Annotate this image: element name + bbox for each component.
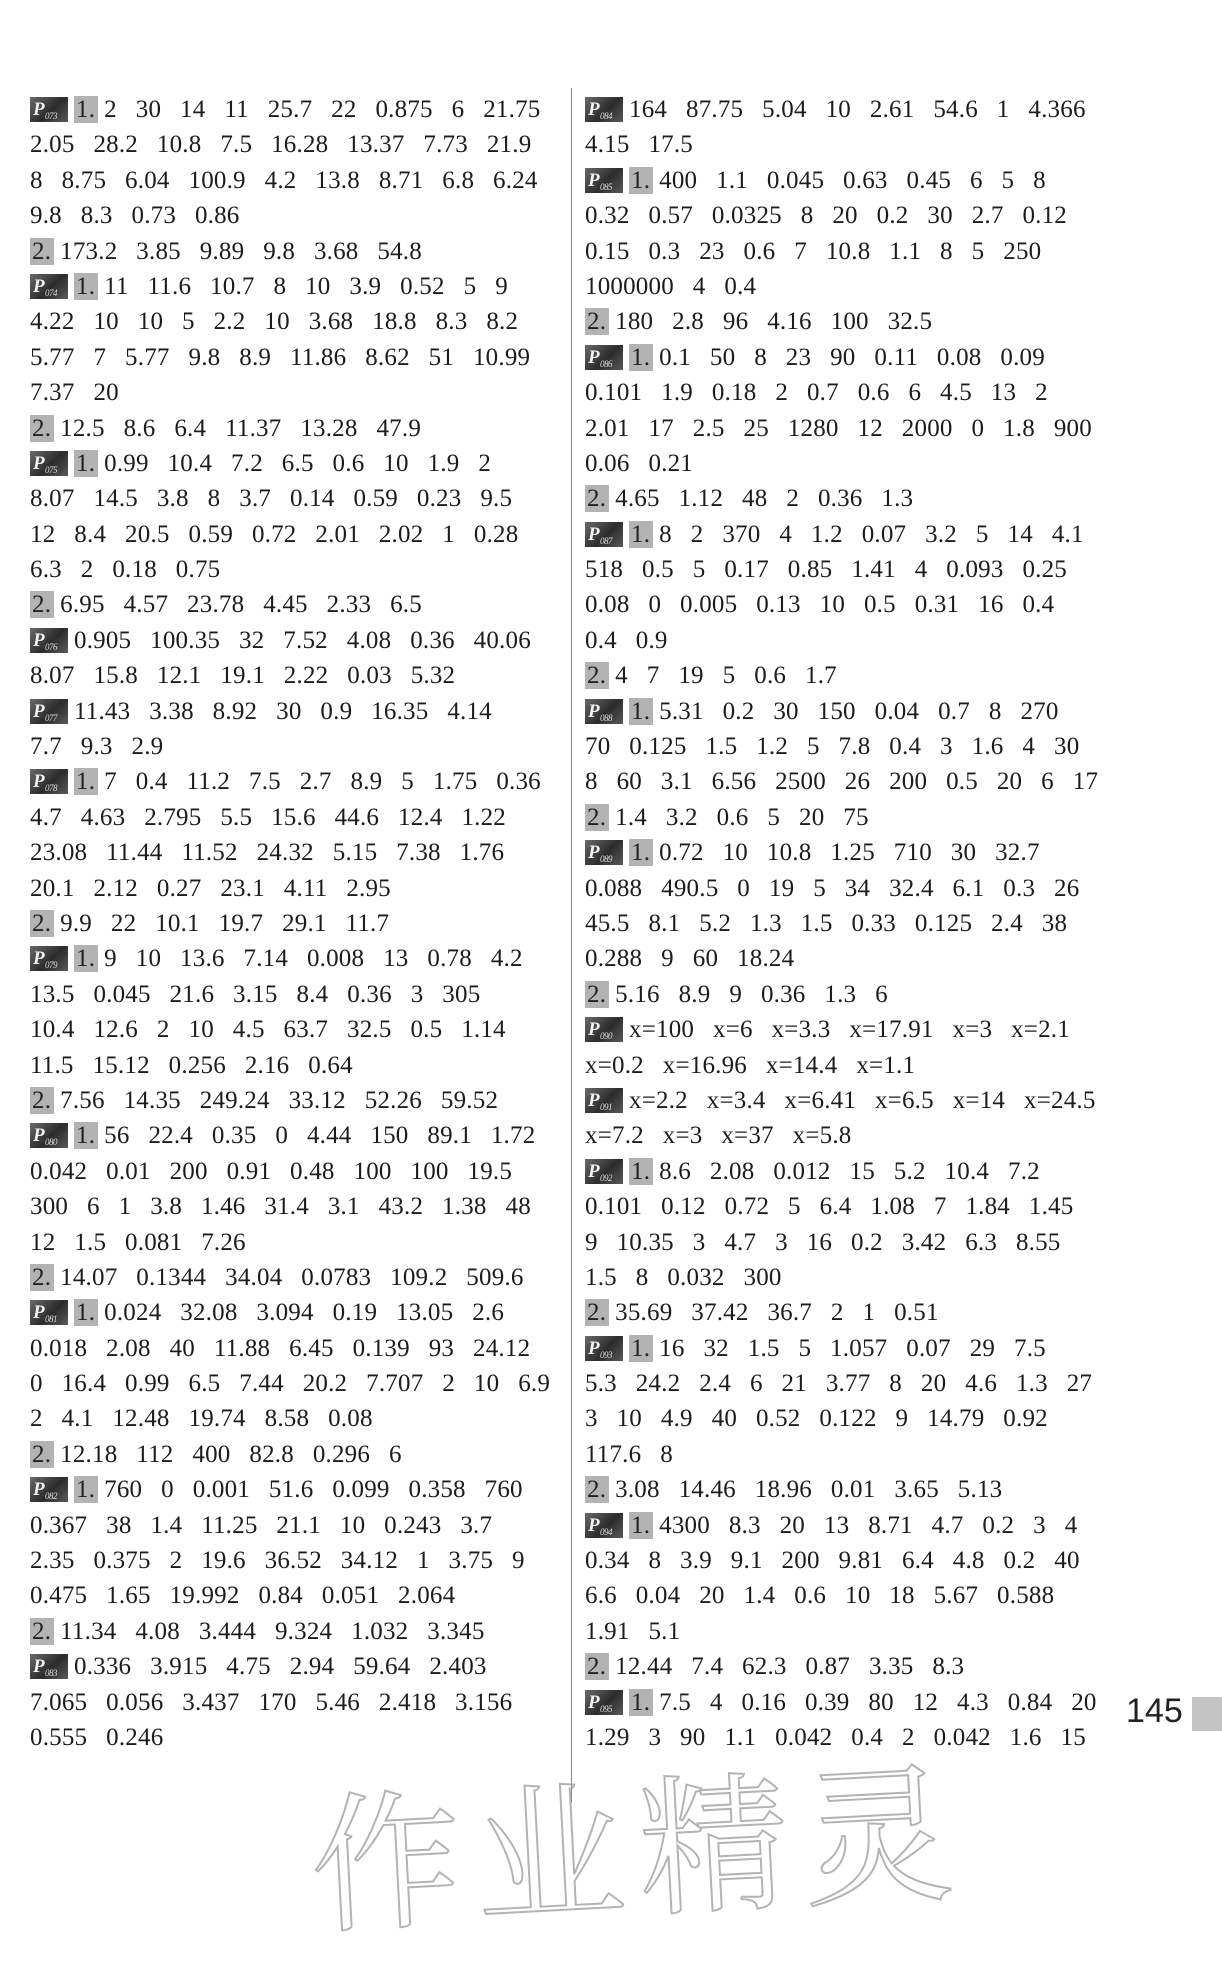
answer-values: 12 1.5 0.081 7.26 (30, 1228, 246, 1256)
page-ref-number: 088 (600, 712, 612, 723)
answer-values: 300 6 1 3.8 1.46 31.4 3.1 43.2 1.38 48 (30, 1193, 531, 1221)
question-number: 2. (585, 308, 609, 335)
answer-values: 9 10 13.6 7.14 0.008 13 0.78 4.2 (104, 945, 523, 973)
question-number: 1. (74, 1476, 98, 1503)
answer-line (30, 1295, 562, 1330)
answer-line (585, 1578, 1113, 1613)
answer-line (30, 1366, 562, 1401)
answer-line (30, 1543, 562, 1578)
page-ref-badge: P 073 (30, 97, 68, 122)
answer-values: 1.29 3 90 1.1 0.042 0.4 2 0.042 1.6 15 (585, 1723, 1086, 1751)
answer-values: 164 87.75 5.04 10 2.61 54.6 1 4.366 (629, 96, 1086, 123)
question-number: 1. (74, 96, 98, 123)
answer-line (585, 552, 1113, 587)
answer-line (585, 1048, 1113, 1083)
answer-values: 6.3 2 0.18 0.75 (30, 556, 221, 584)
answer-values: 0.08 0 0.005 0.13 10 0.5 0.31 16 0.4 (585, 591, 1055, 619)
answer-line (585, 1508, 1113, 1543)
page-ref-number: 085 (600, 181, 612, 192)
column-divider (571, 88, 572, 1803)
answer-values: 11.5 15.12 0.256 2.16 0.64 (30, 1051, 353, 1079)
answer-line (30, 446, 562, 481)
answer-values: 8 8.75 6.04 100.9 4.2 13.8 8.71 6.8 6.24 (30, 166, 538, 194)
page-ref-badge: P 091 (585, 1088, 623, 1113)
page-ref-number: 083 (45, 1668, 57, 1679)
answer-line (585, 1685, 1113, 1720)
page-ref-number: 095 (600, 1703, 612, 1714)
page-ref-number: 086 (600, 358, 612, 369)
answer-line (30, 304, 562, 339)
question-number: 2. (585, 485, 609, 512)
answer-line (30, 764, 562, 799)
answer-values: 518 0.5 5 0.17 0.85 1.41 4 0.093 0.25 (585, 556, 1067, 584)
page-ref-badge: P 087 (585, 522, 623, 547)
page-ref-badge: P 092 (585, 1159, 623, 1184)
page-ref-number: 090 (600, 1031, 612, 1042)
answer-values: 5.16 8.9 9 0.36 1.3 6 (615, 980, 888, 1008)
answer-values: 1.5 8 0.032 300 (585, 1263, 782, 1291)
answer-line (30, 198, 562, 233)
answer-values: 8.07 15.8 12.1 19.1 2.22 0.03 5.32 (30, 662, 456, 690)
page-ref-badge: P 089 (585, 840, 623, 865)
answer-line (30, 587, 562, 622)
answer-values: 3 10 4.9 40 0.52 0.122 9 14.79 0.92 (585, 1405, 1048, 1433)
page-ref-badge: P 079 (30, 946, 68, 971)
answer-values: x=100 x=6 x=3.3 x=17.91 x=3 x=2.1 (629, 1016, 1070, 1044)
answer-line (585, 1225, 1113, 1260)
answer-values: 11.34 4.08 3.444 9.324 1.032 3.345 (60, 1617, 485, 1645)
answer-values: 0.042 0.01 200 0.91 0.48 100 100 19.5 (30, 1157, 513, 1185)
answer-values: 0.555 0.246 (30, 1723, 164, 1751)
answer-line (585, 587, 1113, 622)
answer-line (30, 1401, 562, 1436)
answer-values: 10.4 12.6 2 10 4.5 63.7 32.5 0.5 1.14 (30, 1016, 506, 1044)
answer-column-right (585, 92, 1113, 1755)
answer-values: 14.07 0.1344 34.04 0.0783 109.2 509.6 (60, 1263, 524, 1291)
answer-values: x=2.2 x=3.4 x=6.41 x=6.5 x=14 x=24.5 (629, 1086, 1096, 1114)
answer-values: x=0.2 x=16.96 x=14.4 x=1.1 (585, 1051, 916, 1079)
answer-values: 7.37 20 (30, 379, 119, 407)
answer-line (585, 163, 1113, 198)
answer-line (30, 977, 562, 1012)
answer-values: 8 60 3.1 6.56 2500 26 200 0.5 20 6 17 (585, 768, 1099, 796)
answer-values: 4.65 1.12 48 2 0.36 1.3 (615, 485, 914, 513)
answer-line (30, 1189, 562, 1224)
answer-values: 11.43 3.38 8.92 30 0.9 16.35 4.14 (74, 697, 492, 725)
answer-values: 7 0.4 11.2 7.5 2.7 8.9 5 1.75 0.36 (104, 768, 541, 796)
answer-values: 4.15 17.5 (585, 131, 693, 159)
answer-line (585, 1649, 1113, 1684)
answer-line (585, 835, 1113, 870)
page-ref-number: 073 (45, 111, 57, 121)
answer-values: 0.024 32.08 3.094 0.19 13.05 2.6 (104, 1299, 505, 1327)
answer-line (30, 1685, 562, 1720)
answer-line (30, 1331, 562, 1366)
answer-values: 9.8 8.3 0.73 0.86 (30, 202, 240, 230)
page-ref-badge: P 078 (30, 769, 68, 794)
question-number: 2. (30, 1618, 54, 1645)
answer-line (585, 198, 1113, 233)
question-number: 1. (629, 839, 653, 866)
answer-values: 0.367 38 1.4 11.25 21.1 10 0.243 3.7 (30, 1511, 493, 1539)
answer-line (585, 1720, 1113, 1755)
answer-line (30, 1118, 562, 1153)
answer-line (30, 411, 562, 446)
answer-values: 20.1 2.12 0.27 23.1 4.11 2.95 (30, 874, 391, 902)
page-ref-badge: P 075 (30, 451, 68, 476)
answer-line (585, 941, 1113, 976)
answer-column-left (30, 92, 562, 1755)
answer-line (585, 1437, 1113, 1472)
answer-values: 11 11.6 10.7 8 10 3.9 0.52 5 9 (104, 272, 508, 300)
answer-line (30, 623, 562, 658)
answer-values: 7.56 14.35 249.24 33.12 52.26 59.52 (60, 1086, 499, 1114)
answer-line (30, 871, 562, 906)
answer-line (30, 517, 562, 552)
answer-line (585, 1331, 1113, 1366)
answer-line (30, 269, 562, 304)
page-ref-number: 074 (45, 287, 57, 298)
answer-values: 0.1 50 8 23 90 0.11 0.08 0.09 (659, 343, 1045, 371)
answer-line (30, 835, 562, 870)
question-number: 1. (629, 521, 653, 548)
answer-line (585, 1472, 1113, 1507)
answer-values: 5.31 0.2 30 150 0.04 0.7 8 270 (659, 697, 1059, 725)
question-number: 1. (74, 768, 98, 795)
answer-line (30, 941, 562, 976)
answer-line (585, 127, 1113, 162)
answer-line (30, 800, 562, 835)
page-ref-badge: P 082 (30, 1477, 68, 1502)
answer-values: 1000000 4 0.4 (585, 272, 757, 300)
answer-values: 0.34 8 3.9 9.1 200 9.81 6.4 4.8 0.2 40 (585, 1547, 1080, 1575)
page-ref-badge: P 085 (585, 168, 623, 193)
answer-line (585, 269, 1113, 304)
answer-line (30, 1614, 562, 1649)
answer-values: 70 0.125 1.5 1.2 5 7.8 0.4 3 1.6 4 30 (585, 733, 1080, 761)
question-number: 1. (74, 1299, 98, 1326)
answer-values: 0.32 0.57 0.0325 8 20 0.2 30 2.7 0.12 (585, 202, 1067, 230)
question-number: 2. (30, 415, 54, 442)
answer-line (585, 658, 1113, 693)
answer-line (30, 552, 562, 587)
answer-line (585, 800, 1113, 835)
answer-line (585, 1614, 1113, 1649)
answer-values: 1.91 5.1 (585, 1617, 681, 1645)
answer-values: 1.4 3.2 0.6 5 20 75 (615, 803, 869, 831)
answer-values: 117.6 8 (585, 1440, 673, 1468)
question-number: 1. (629, 1512, 653, 1539)
answer-line (30, 1260, 562, 1295)
answer-values: 12.44 7.4 62.3 0.87 3.35 8.3 (615, 1653, 965, 1681)
question-number: 1. (74, 1122, 98, 1149)
answer-line (585, 481, 1113, 516)
answer-values: 2.35 0.375 2 19.6 36.52 34.12 1 3.75 9 (30, 1547, 525, 1575)
answer-line (585, 340, 1113, 375)
answer-line (585, 1154, 1113, 1189)
answer-line (30, 1472, 562, 1507)
answer-values: 400 1.1 0.045 0.63 0.45 6 5 8 (659, 166, 1046, 194)
question-number: 1. (74, 945, 98, 972)
answer-line (585, 375, 1113, 410)
answer-line (30, 1154, 562, 1189)
answer-values: 8.6 2.08 0.012 15 5.2 10.4 7.2 (659, 1157, 1040, 1185)
page-ref-number: 081 (45, 1314, 57, 1325)
page-ref-number: 087 (600, 535, 612, 546)
question-number: 1. (629, 344, 653, 371)
answer-line (30, 1083, 562, 1118)
answer-values: 12 8.4 20.5 0.59 0.72 2.01 2.02 1 0.28 (30, 520, 519, 548)
question-number: 2. (585, 1653, 609, 1680)
page-ref-badge: P 077 (30, 699, 68, 724)
answer-values: 0.99 10.4 7.2 6.5 0.6 10 1.9 2 (104, 449, 492, 477)
answer-line (30, 729, 562, 764)
question-number: 2. (30, 1264, 54, 1291)
answer-values: 56 22.4 0.35 0 4.44 150 89.1 1.72 (104, 1122, 536, 1150)
answer-line (585, 1189, 1113, 1224)
watermark: 作业精灵 (306, 1747, 971, 1957)
question-number: 2. (30, 591, 54, 618)
answer-line (30, 1048, 562, 1083)
answer-values: 0.101 0.12 0.72 5 6.4 1.08 7 1.84 1.45 (585, 1193, 1074, 1221)
answer-values: 2.01 17 2.5 25 1280 12 2000 0 1.8 900 (585, 414, 1092, 442)
answer-line (30, 1649, 562, 1684)
answer-values: 0.15 0.3 23 0.6 7 10.8 1.1 8 5 250 (585, 237, 1042, 265)
page-ref-number: 075 (45, 464, 57, 475)
answer-line (30, 1508, 562, 1543)
question-number: 2. (585, 1476, 609, 1503)
page-ref-number: 082 (45, 1491, 57, 1502)
answer-line (30, 375, 562, 410)
answer-values: 4.22 10 10 5 2.2 10 3.68 18.8 8.3 8.2 (30, 308, 519, 336)
answer-values: 0.101 1.9 0.18 2 0.7 0.6 6 4.5 13 2 (585, 379, 1048, 407)
answer-values: 12.5 8.6 6.4 11.37 13.28 47.9 (60, 414, 422, 442)
answer-line (30, 906, 562, 941)
answer-line (585, 304, 1113, 339)
answer-line (585, 1083, 1113, 1118)
answer-values: 23.08 11.44 11.52 24.32 5.15 7.38 1.76 (30, 839, 505, 867)
question-number: 2. (585, 662, 609, 689)
answer-line (30, 481, 562, 516)
page-number: 145 (1126, 1692, 1183, 1730)
answer-values: 2.05 28.2 10.8 7.5 16.28 13.37 7.73 21.9 (30, 131, 532, 159)
page-ref-badge: P 081 (30, 1300, 68, 1325)
question-number: 1. (629, 1158, 653, 1185)
answer-line (585, 446, 1113, 481)
page-ref-badge: P 084 (585, 97, 623, 122)
answer-values: 9 10.35 3 4.7 3 16 0.2 3.42 6.3 8.55 (585, 1228, 1061, 1256)
question-number: 1. (629, 167, 653, 194)
answer-values: 0.018 2.08 40 11.88 6.45 0.139 93 24.12 (30, 1334, 531, 1362)
answer-values: 0.72 10 10.8 1.25 710 30 32.7 (659, 839, 1040, 867)
answer-values: 8 2 370 4 1.2 0.07 3.2 5 14 4.1 (659, 520, 1084, 548)
answer-line (30, 1720, 562, 1755)
answer-values: 2 30 14 11 25.7 22 0.875 6 21.75 (104, 96, 541, 123)
answer-line (585, 871, 1113, 906)
answer-line (585, 1118, 1113, 1153)
answer-line (585, 906, 1113, 941)
answer-line (585, 764, 1113, 799)
answer-line (585, 977, 1113, 1012)
page-ref-badge: P 083 (30, 1654, 68, 1679)
page-ref-badge: P 076 (30, 628, 68, 653)
page-ref-badge: P 093 (585, 1336, 623, 1361)
answer-line (30, 694, 562, 729)
page-ref-badge: P 074 (30, 274, 68, 299)
page-ref-number: 080 (45, 1137, 57, 1148)
answer-values: 760 0 0.001 51.6 0.099 0.358 760 (104, 1476, 523, 1504)
answer-values: 45.5 8.1 5.2 1.3 1.5 0.33 0.125 2.4 38 (585, 909, 1068, 937)
answer-values: 0.288 9 60 18.24 (585, 945, 795, 973)
answer-line (585, 92, 1113, 127)
question-number: 2. (585, 804, 609, 831)
answer-line (30, 1012, 562, 1047)
answer-values: 4 7 19 5 0.6 1.7 (615, 662, 837, 690)
question-number: 1. (74, 450, 98, 477)
page-ref-number: 093 (600, 1349, 612, 1360)
answer-line (30, 1225, 562, 1260)
question-number: 1. (629, 1335, 653, 1362)
page-ref-badge: P 086 (585, 345, 623, 370)
answer-line (30, 163, 562, 198)
answer-values: 173.2 3.85 9.89 9.8 3.68 54.8 (60, 237, 422, 265)
answer-line (30, 1578, 562, 1613)
question-number: 2. (585, 1299, 609, 1326)
question-number: 2. (30, 238, 54, 265)
answer-line (585, 411, 1113, 446)
answer-values: 9.9 22 10.1 19.7 29.1 11.7 (60, 909, 390, 937)
answer-values: 8.07 14.5 3.8 8 3.7 0.14 0.59 0.23 9.5 (30, 485, 513, 513)
question-number: 2. (585, 981, 609, 1008)
page-ref-badge: P 094 (585, 1513, 623, 1538)
page-ref-number: 089 (600, 854, 612, 865)
page-ref-number: 092 (600, 1172, 612, 1183)
answer-values: x=7.2 x=3 x=37 x=5.8 (585, 1122, 852, 1150)
answer-values: 0.06 0.21 (585, 449, 693, 477)
answer-line (585, 234, 1113, 269)
page-ref-number: 078 (45, 783, 57, 794)
answer-line (585, 1012, 1113, 1047)
question-number: 1. (74, 273, 98, 300)
page-ref-badge: P 095 (585, 1690, 623, 1715)
answer-line (585, 1401, 1113, 1436)
answer-values: 0.088 490.5 0 19 5 34 32.4 6.1 0.3 26 (585, 874, 1080, 902)
question-number: 1. (629, 1689, 653, 1716)
page-ref-number: 094 (600, 1526, 612, 1537)
answer-line (585, 729, 1113, 764)
question-number: 1. (629, 698, 653, 725)
answer-line (585, 517, 1113, 552)
answer-values: 5.77 7 5.77 9.8 8.9 11.86 8.62 51 10.99 (30, 343, 531, 371)
answer-line (585, 1543, 1113, 1578)
page-ref-number: 079 (45, 960, 57, 971)
answer-line (30, 1437, 562, 1472)
answer-values: 180 2.8 96 4.16 100 32.5 (615, 308, 933, 336)
answer-values: 0.4 0.9 (585, 626, 668, 654)
question-number: 2. (30, 1087, 54, 1114)
answer-line (585, 694, 1113, 729)
page-ref-badge: P 080 (30, 1123, 68, 1148)
page-ref-number: 077 (45, 712, 57, 723)
question-number: 2. (30, 1441, 54, 1468)
answer-line (30, 92, 562, 127)
answer-line (30, 127, 562, 162)
page-ref-number: 091 (600, 1101, 612, 1112)
answer-line (585, 1366, 1113, 1401)
answer-line (585, 1295, 1113, 1330)
question-number: 2. (30, 910, 54, 937)
answer-values: 0.905 100.35 32 7.52 4.08 0.36 40.06 (74, 626, 531, 654)
answer-values: 13.5 0.045 21.6 3.15 8.4 0.36 3 305 (30, 980, 481, 1008)
page-number-tab (1192, 1697, 1222, 1731)
answer-values: 3.08 14.46 18.96 0.01 3.65 5.13 (615, 1476, 1003, 1504)
page-ref-number: 076 (45, 641, 57, 652)
answer-values: 16 32 1.5 5 1.057 0.07 29 7.5 (659, 1334, 1046, 1362)
answer-values: 0.336 3.915 4.75 2.94 59.64 2.403 (74, 1653, 487, 1681)
answer-values: 35.69 37.42 36.7 2 1 0.51 (615, 1299, 939, 1327)
page-ref-badge: P 090 (585, 1017, 623, 1042)
answer-line (30, 658, 562, 693)
answer-values: 4.7 4.63 2.795 5.5 15.6 44.6 12.4 1.22 (30, 803, 506, 831)
answer-values: 2 4.1 12.48 19.74 8.58 0.08 (30, 1405, 373, 1433)
answer-values: 7.065 0.056 3.437 170 5.46 2.418 3.156 (30, 1688, 513, 1716)
answer-values: 7.7 9.3 2.9 (30, 733, 164, 761)
answer-line (585, 623, 1113, 658)
answer-values: 0.475 1.65 19.992 0.84 0.051 2.064 (30, 1582, 456, 1610)
page-ref-number: 084 (600, 111, 612, 121)
answer-values: 12.18 112 400 82.8 0.296 6 (60, 1440, 402, 1468)
page-ref-badge: P 088 (585, 699, 623, 724)
answer-values: 6.95 4.57 23.78 4.45 2.33 6.5 (60, 591, 422, 619)
answer-values: 4300 8.3 20 13 8.71 4.7 0.2 3 4 (659, 1511, 1078, 1539)
answer-line (30, 234, 562, 269)
answer-values: 0 16.4 0.99 6.5 7.44 20.2 7.707 2 10 6.9 (30, 1370, 551, 1398)
answer-values: 6.6 0.04 20 1.4 0.6 10 18 5.67 0.588 (585, 1582, 1055, 1610)
answer-values: 7.5 4 0.16 0.39 80 12 4.3 0.84 20 (659, 1688, 1097, 1716)
answer-line (585, 1260, 1113, 1295)
answer-line (30, 340, 562, 375)
answer-values: 5.3 24.2 2.4 6 21 3.77 8 20 4.6 1.3 27 (585, 1370, 1093, 1398)
